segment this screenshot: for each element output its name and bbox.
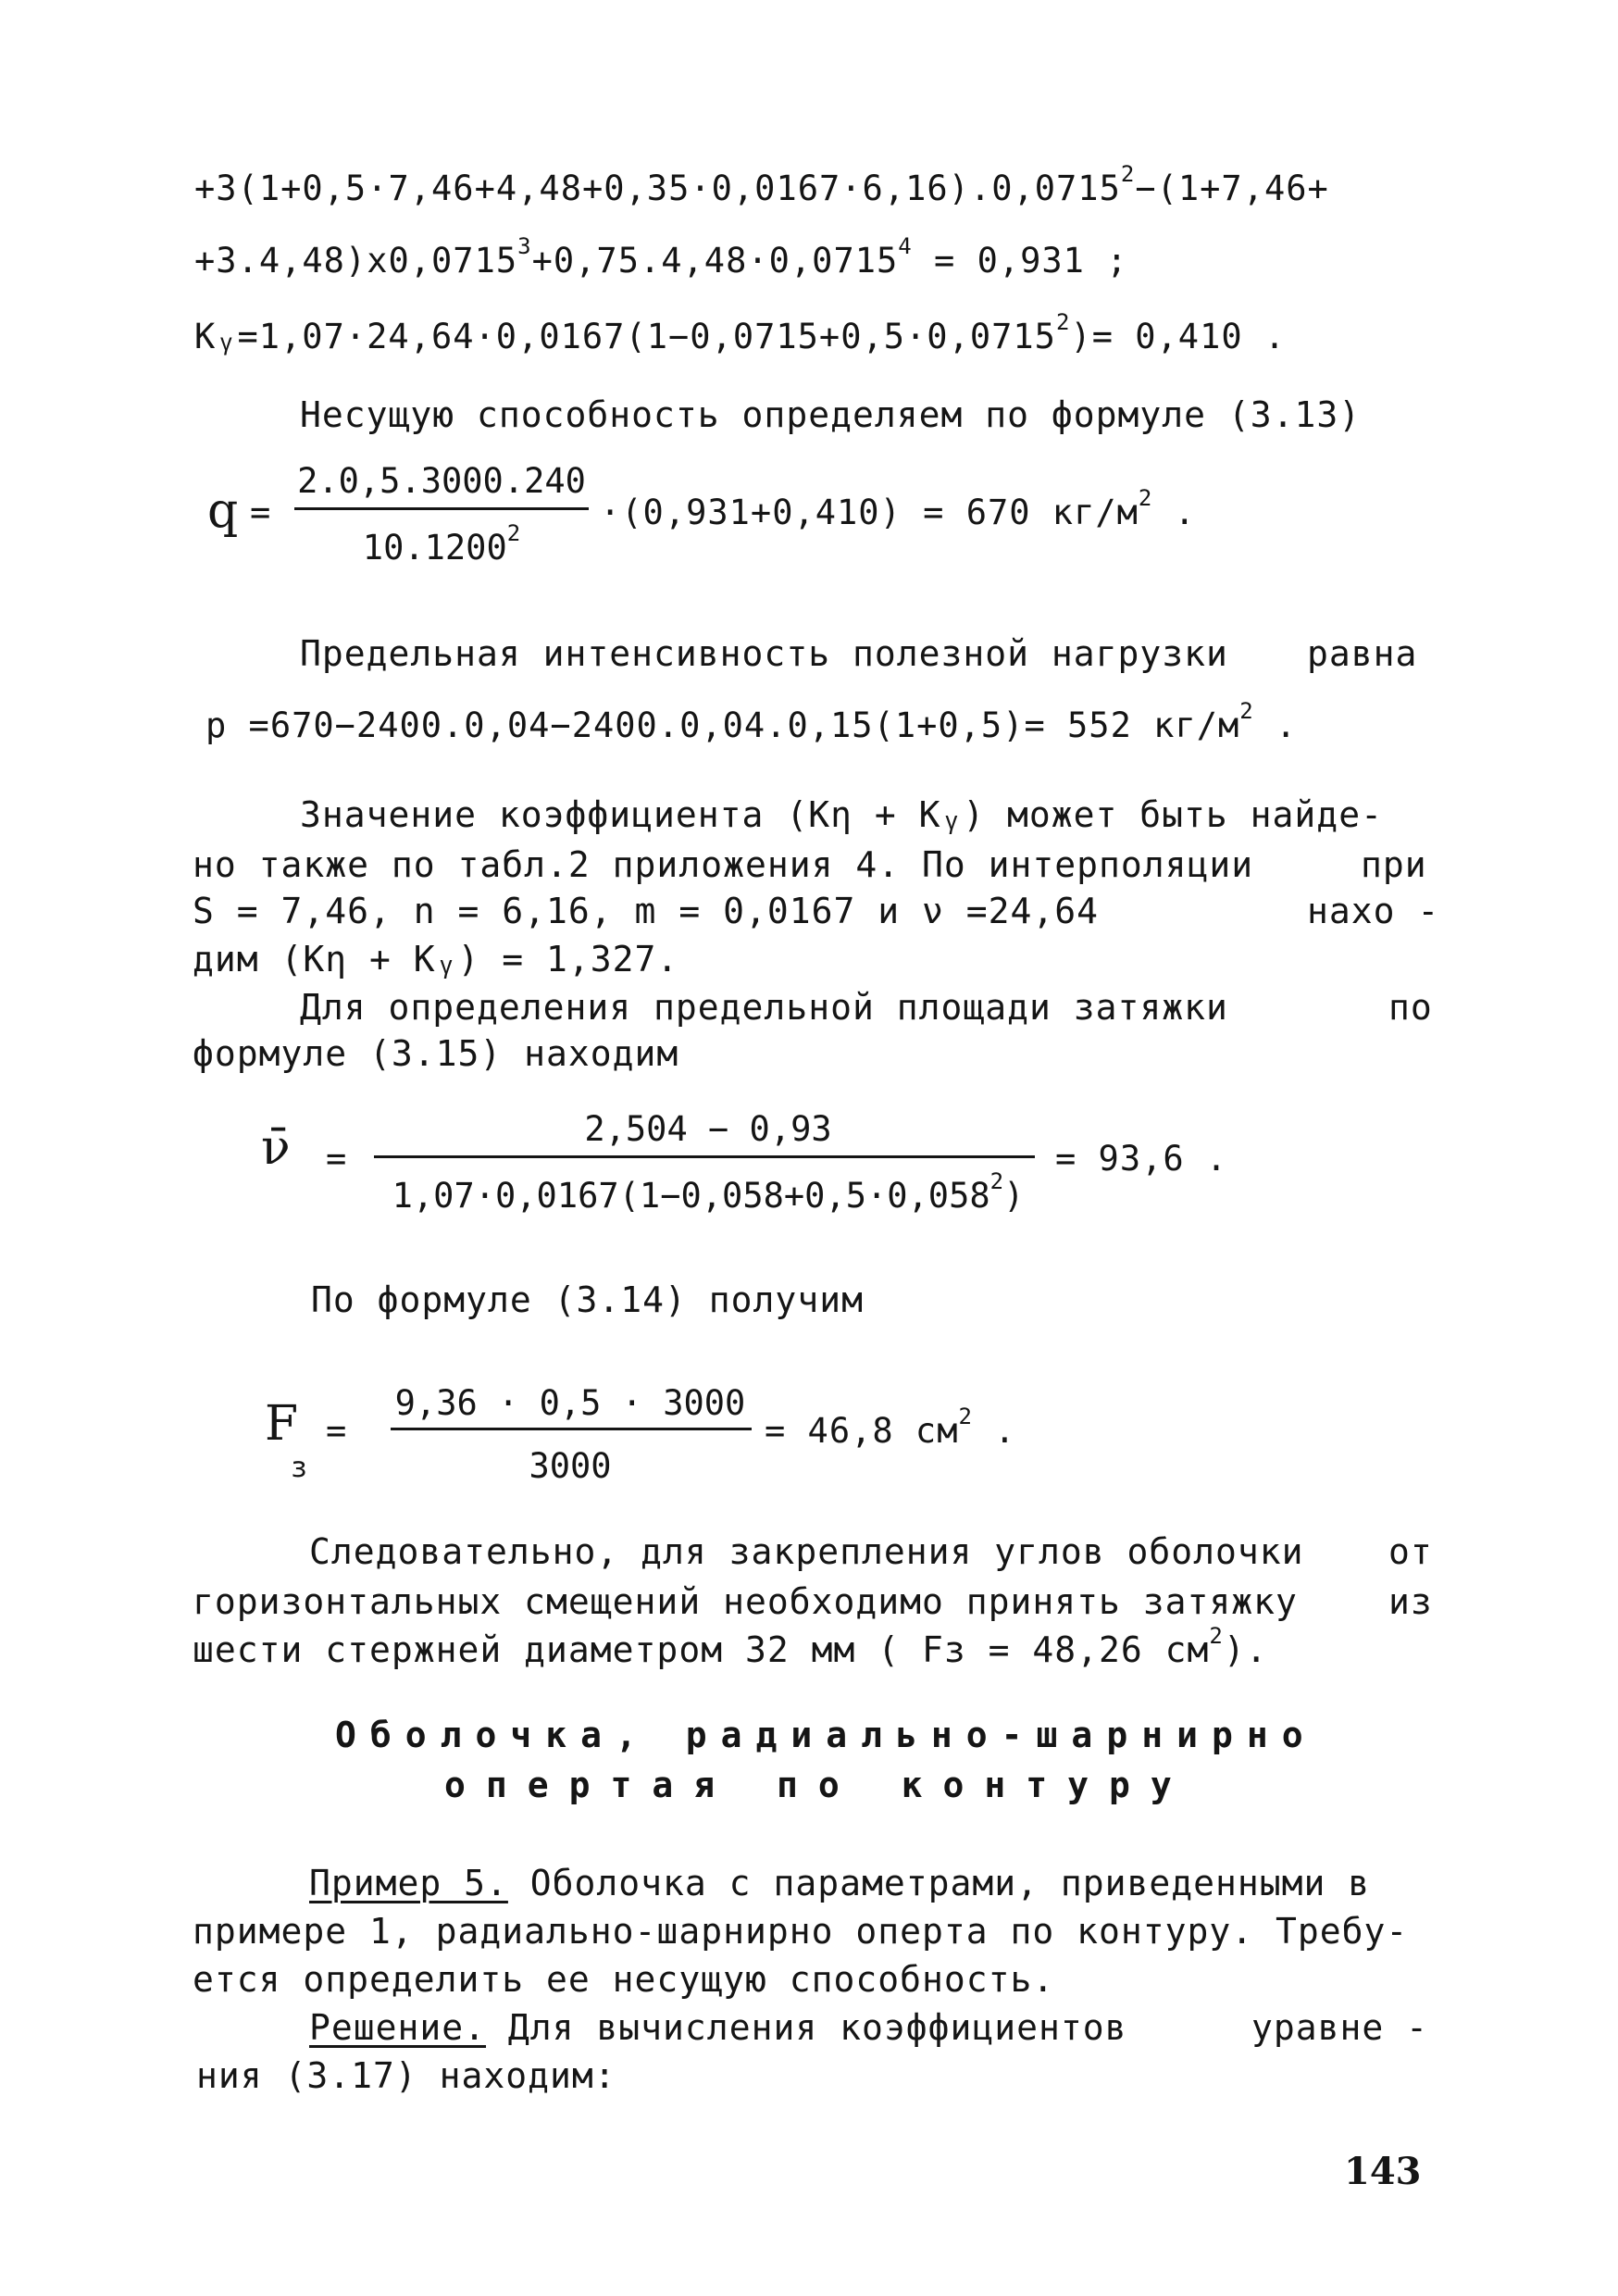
eq-exponent: 2 bbox=[1138, 485, 1153, 511]
paragraph-conclusion-l1-tail: от bbox=[1388, 1531, 1433, 1572]
nu-result: = 93,6 . bbox=[1055, 1139, 1228, 1179]
f-fraction-bar bbox=[391, 1428, 752, 1430]
paragraph-example-5-l3: ется определить ее несущую способность. bbox=[193, 1959, 1055, 2000]
nu-fraction-bar bbox=[374, 1155, 1035, 1158]
equals-sign: = bbox=[326, 1411, 348, 1451]
solution-label: Решение. bbox=[309, 2007, 487, 2048]
paragraph-example-5-l1 bbox=[309, 1861, 1370, 1905]
eq-text: Kᵧ=1,07·24,64·0,0167(1−0,0715+0,5·0,0715 bbox=[194, 317, 1056, 356]
nu-denominator bbox=[370, 1168, 1046, 1220]
eq-text: = 46,8 см bbox=[765, 1411, 959, 1451]
q-denominator bbox=[289, 520, 594, 572]
paragraph-conclusion-l2: горизонтальных смещений необходимо принять затяжку bbox=[193, 1581, 1298, 1622]
equation-line-1 bbox=[194, 161, 1329, 215]
p-formula bbox=[205, 698, 1298, 752]
solution-text: Для вычисления коэффициентов bbox=[486, 2007, 1127, 2048]
paragraph-coefficient-l3: S = 7,46, n = 6,16, m = 0,0167 и ν =24,64 bbox=[193, 891, 1099, 931]
f-symbol: F bbox=[265, 1396, 299, 1452]
equation-line-2 bbox=[194, 233, 1128, 287]
eq-text: +3(1+0,5·7,46+4,48+0,35·0,0167·6,16).0,0715 bbox=[194, 168, 1121, 208]
eq-text: . bbox=[1253, 705, 1298, 745]
eq-text: ·(0,931+0,410) = 670 кг/м bbox=[600, 493, 1139, 532]
paragraph-example-5-l2: примере 1, радиально-шарнирно оперта по контуру. Требу- bbox=[193, 1911, 1409, 1952]
paragraph-coefficient-l2-tail: при bbox=[1361, 844, 1427, 885]
nu-bar-symbol: ν̄ bbox=[261, 1120, 291, 1176]
f-result bbox=[765, 1404, 1016, 1457]
paragraph-coefficient-l3-tail: нахо - bbox=[1307, 891, 1440, 931]
paragraph-limit-intensity: Предельная интенсивность полезной нагрузки bbox=[300, 633, 1228, 674]
example-label: Пример 5. bbox=[309, 1863, 508, 1903]
eq-exponent: 2 bbox=[1239, 698, 1254, 724]
eq-exponent: 2 bbox=[506, 520, 521, 546]
paragraph-conclusion-l3 bbox=[193, 1623, 1268, 1677]
eq-text: −(1+7,46+ bbox=[1135, 168, 1329, 208]
eq-exponent: 4 bbox=[898, 233, 913, 259]
paragraph-conclusion-l1: Следовательно, для закрепления углов оболочки bbox=[309, 1531, 1304, 1572]
page-number: 143 bbox=[1344, 2150, 1422, 2193]
f-subscript: з bbox=[291, 1452, 309, 1484]
eq-text: шести стержней диаметром 32 мм ( Fз = 48,26 см bbox=[193, 1629, 1210, 1670]
paragraph-tie-area-l1-tail: по bbox=[1388, 987, 1433, 1028]
q-numerator: 2.0,5.3000.240 bbox=[297, 461, 586, 501]
eq-exponent: 2 bbox=[958, 1404, 973, 1429]
q-symbol: q bbox=[207, 483, 239, 539]
example-text: Оболочка с параметрами, приведенными в bbox=[507, 1863, 1371, 1903]
paragraph-coefficient-l2: но также по табл.2 приложения 4. По интерполяции bbox=[193, 844, 1254, 885]
eq-text: p =670−2400.0,04−2400.0,04.0,15(1+0,5)= 552 кг/м bbox=[205, 705, 1240, 745]
q-result bbox=[600, 485, 1196, 539]
eq-text: +3.4,48)x0,0715 bbox=[194, 241, 518, 281]
eq-text: +0,75.4,48·0,0715 bbox=[531, 241, 899, 281]
eq-text: . bbox=[972, 1411, 1016, 1451]
f-numerator: 9,36 · 0,5 · 3000 bbox=[394, 1383, 746, 1423]
paragraph-coefficient-l4: дим (Kη + Kᵧ) = 1,327. bbox=[193, 939, 679, 980]
eq-text: ). bbox=[1223, 1629, 1268, 1670]
equals-sign: = bbox=[326, 1139, 348, 1179]
paragraph-tie-area-l1: Для определения предельной площади затяжки bbox=[300, 987, 1228, 1028]
eq-text: )= 0,410 . bbox=[1070, 317, 1287, 356]
paragraph-tie-area-l2: формуле (3.15) находим bbox=[193, 1033, 679, 1074]
denominator-end: ) bbox=[1003, 1176, 1025, 1216]
q-fraction-bar bbox=[294, 507, 589, 510]
paragraph-conclusion-l2-tail: из bbox=[1388, 1581, 1433, 1622]
paragraph-limit-intensity-tail: равна bbox=[1307, 633, 1418, 674]
nu-numerator: 2,504 − 0,93 bbox=[584, 1109, 832, 1149]
f-denominator: 3000 bbox=[529, 1446, 612, 1486]
equation-k-nu bbox=[194, 309, 1287, 363]
paragraph-formula-314: По формуле (3.14) получим bbox=[311, 1279, 864, 1320]
equals-sign: = bbox=[250, 493, 272, 532]
eq-text: . bbox=[1152, 493, 1196, 532]
paragraph-solution-l1 bbox=[309, 2005, 1127, 2050]
paragraph-solution-l1-tail: уравне - bbox=[1251, 2007, 1429, 2048]
denominator-text: 1,07·0,0167(1−0,058+0,5·0,058 bbox=[392, 1176, 990, 1216]
eq-text: = 0,931 ; bbox=[912, 241, 1128, 281]
section-heading-line1: Оболочка, радиально-шарнирно bbox=[335, 1715, 1317, 1755]
paragraph-bearing-capacity: Несущую способность определяем по формуле (3.13) bbox=[300, 394, 1362, 435]
eq-exponent: 2 bbox=[1120, 161, 1136, 187]
paragraph-solution-l2: ния (3.17) находим: bbox=[196, 2055, 616, 2096]
eq-exponent: 2 bbox=[1209, 1623, 1224, 1649]
paragraph-coefficient-l1: Значение коэффициента (Kη + Kᵧ) может быть найде- bbox=[300, 794, 1383, 835]
denominator-text: 10.1200 bbox=[362, 528, 507, 568]
section-heading-line2: опертая по контуру bbox=[444, 1765, 1192, 1805]
eq-exponent: 3 bbox=[517, 233, 532, 259]
eq-exponent: 2 bbox=[989, 1168, 1004, 1194]
eq-exponent: 2 bbox=[1055, 309, 1071, 335]
